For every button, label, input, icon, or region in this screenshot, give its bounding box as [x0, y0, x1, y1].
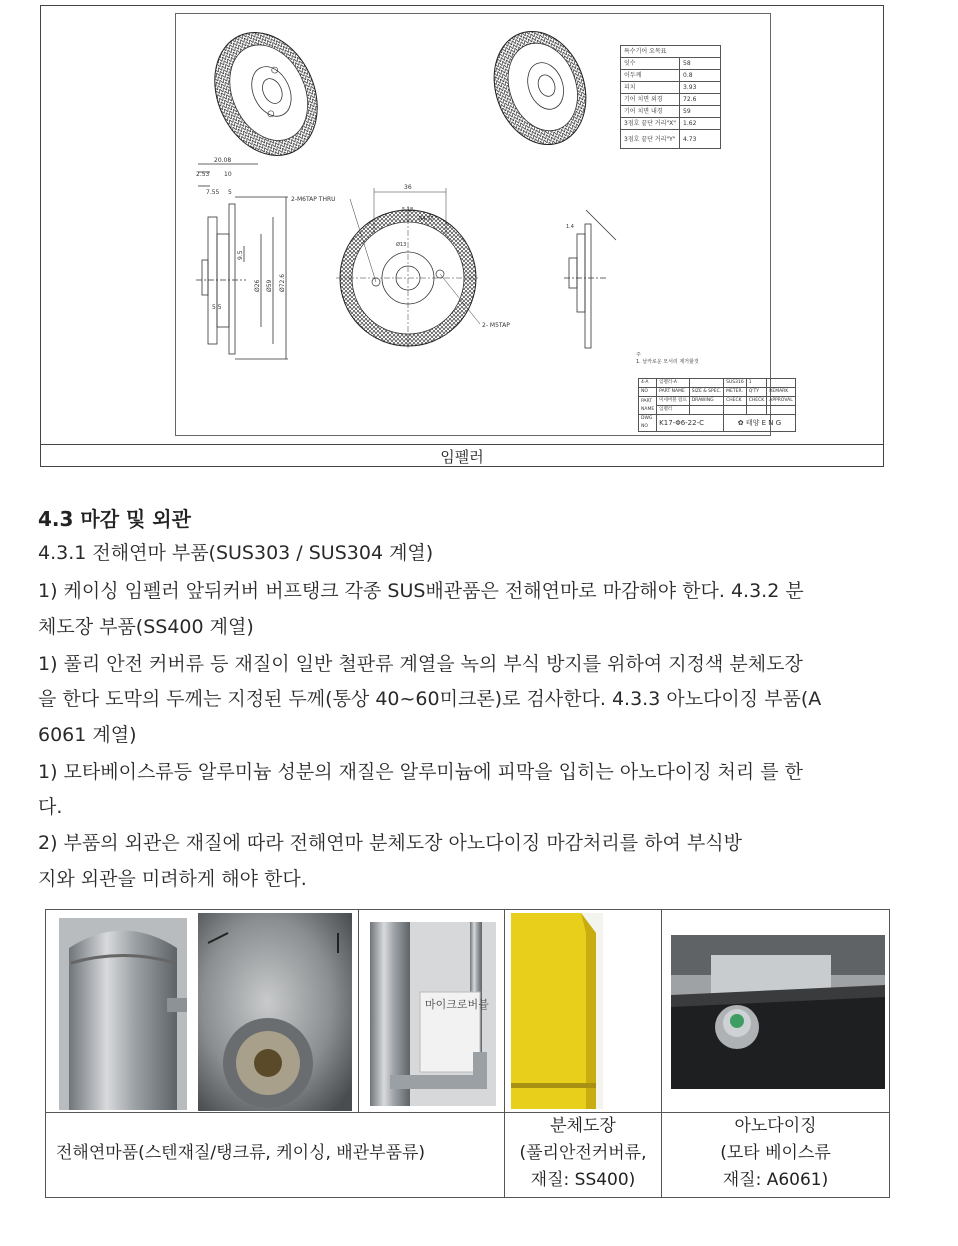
tb-header: NO [639, 388, 657, 397]
tb-header: METER. [724, 388, 747, 397]
drawing-caption: 임펠러 [41, 444, 883, 469]
paragraph-line: 다. [38, 796, 63, 818]
photo-sign-text: 마이크로버블 [425, 998, 489, 1011]
spec-title: 특수기어 요목표 [621, 46, 721, 58]
gear-spec-table [620, 45, 721, 149]
paragraph-line: 1) 모타베이스류등 알루미늄 성분의 재질은 알루미늄에 피막을 입히는 아노다이징 처리 를 한 [38, 761, 804, 783]
tb-header: SIZE & SPEC. [689, 388, 723, 397]
tb-dwg-label: DWG NO [639, 415, 657, 432]
caption-line: (모타 베이스류 [720, 1143, 831, 1163]
tap-label: 2-M6TAP THRU [291, 196, 336, 203]
spec-label: 이두께 [621, 70, 680, 82]
paragraph-line: 2) 부품의 외관은 재질에 따라 전해연마 분체도장 아노다이징 마감처리를 하여 부식방 [38, 832, 742, 854]
tb-header: Q'TY [746, 388, 766, 397]
casing-photo [198, 913, 352, 1111]
tb-cell: 1 [746, 379, 766, 388]
spec-label: 기어 치면 외경 [621, 94, 680, 106]
tb-cell: 미세버블 펌프 [657, 397, 690, 406]
caption-electropolish: 전해연마품(스텐재질/탱크류, 케이싱, 배관부품류) [56, 1143, 426, 1163]
dim-label: 36 [404, 184, 412, 191]
anodized-motor-base-photo [671, 935, 885, 1089]
dim-label: Ø72.6 [279, 273, 286, 292]
dim-label: 5.18 [402, 207, 414, 213]
dim-label: 7.55 [206, 189, 220, 196]
spec-value: 1.62 [680, 118, 721, 130]
tb-cell: PART NAME [639, 397, 657, 415]
dim-label: 1.4 [566, 224, 574, 230]
engineering-drawing [175, 13, 793, 436]
company-name: 태양 E N G [745, 419, 782, 427]
pipe-photo [370, 922, 496, 1106]
company-logo-icon: ✿ [737, 419, 744, 427]
gear-iso-right [479, 18, 601, 157]
tb-header: PART NAME [657, 388, 690, 397]
spec-label: 3점호 끝단 거리"X" [621, 118, 680, 130]
tb-header: REMARK [767, 388, 795, 397]
dim-label: Ø13 [396, 242, 407, 248]
spec-value: 3.93 [680, 82, 721, 94]
caption-line: 재질: A6061) [722, 1170, 829, 1190]
gear-iso-left [195, 16, 336, 173]
caption-line: 분체도장 [550, 1116, 616, 1136]
spec-label: 3점호 끝단 거리"Y" [621, 130, 680, 149]
caption-line: 아노다이징 [734, 1116, 817, 1136]
spec-label: 피치 [621, 82, 680, 94]
tb-cell: 임펠러-A [657, 379, 690, 388]
powder-coated-cover-photo [511, 913, 603, 1109]
dim-label: 5 [228, 189, 232, 196]
stainless-tank-photo [59, 918, 187, 1110]
caption-line: (풀리안전커버류, [519, 1143, 647, 1163]
section-heading: 4.3 마감 및 외관 [38, 507, 191, 531]
dim-label: 2.53 [196, 171, 210, 178]
paragraph-line: 체도장 부품(SS400 계열) [38, 616, 254, 638]
dim-label: 5.5 [212, 304, 222, 311]
tb-cell: APPROVAL [767, 397, 795, 406]
title-block [638, 378, 796, 432]
dim-label: 10 [224, 171, 232, 178]
side-view-right [564, 210, 616, 348]
tb-cell [689, 379, 723, 388]
caption-powder-coating [505, 1113, 661, 1194]
spec-label: 기어 치면 내경 [621, 106, 680, 118]
photo-table [45, 909, 890, 1198]
tb-cell: CHECK [724, 397, 747, 406]
spec-value: 59 [680, 106, 721, 118]
drawing-note: 주 1. 날카로운 모서리 제거할것 [636, 352, 699, 365]
tb-cell [767, 379, 795, 388]
drawing-frame [40, 5, 884, 467]
spec-value: 72.6 [680, 94, 721, 106]
dim-label: Ø59 [266, 279, 273, 292]
paragraph-line: 6061 계열) [38, 724, 137, 746]
spec-value: 58 [680, 58, 721, 70]
tb-cell: SUS316 [724, 379, 747, 388]
spec-value: 0.8 [680, 70, 721, 82]
tb-cell: 4-A [639, 379, 657, 388]
caption-line: 재질: SS400) [530, 1170, 636, 1190]
caption-anodizing [662, 1113, 889, 1194]
tb-dwg-no: K17-Φ6-22-C [657, 415, 724, 432]
paragraph-line: 4.3.1 전해연마 부품(SUS303 / SUS304 계열) [38, 542, 434, 564]
paragraph-line: 1) 케이싱 임펠러 앞뒤커버 버프탱크 각종 SUS배관품은 전해연마로 마감해야 한다. 4.3.2 분 [38, 580, 804, 602]
tb-cell: CHECK [746, 397, 766, 406]
spec-label: 잇수 [621, 58, 680, 70]
dim-label: Ø26 [254, 279, 261, 292]
dim-label: 20.08 [214, 157, 232, 164]
spec-value: 4.73 [680, 130, 721, 149]
paragraph-line: 1) 풀리 안전 커버류 등 재질이 일반 철판류 계열을 녹의 부식 방지를 위하여 지정색 분체도장 [38, 653, 803, 675]
dim-label: R4.77 [419, 216, 434, 222]
paragraph-line: 을 한다 도막의 두께는 지정된 두께(통상 40~60미크론)로 검사한다. 4.3.3 아노다이징 부품(A [38, 688, 822, 710]
tb-cell: 임펠러 [657, 406, 690, 415]
dim-label: 9.5 [237, 250, 244, 260]
tb-cell: DRAWING [689, 397, 723, 406]
tap-label: 2- M5TAP [482, 322, 510, 329]
paragraph-line: 지와 외관을 미려하게 해야 한다. [38, 868, 307, 890]
